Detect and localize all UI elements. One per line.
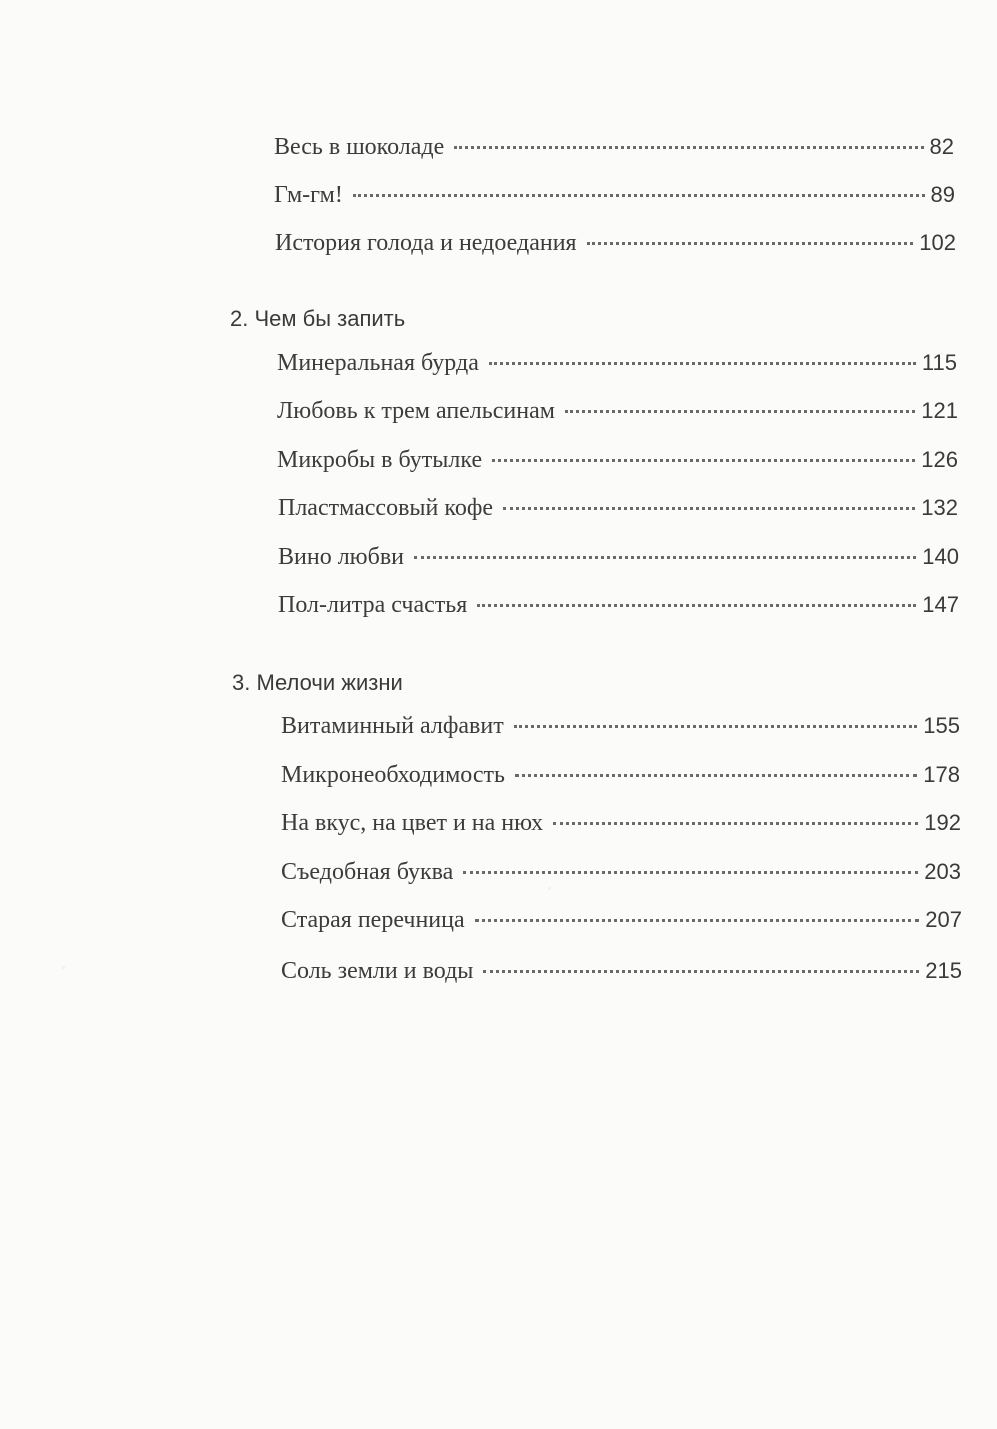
- toc-entry: [281, 958, 962, 988]
- toc-entry-page: 140: [922, 544, 959, 569]
- toc-entry-title: Вино любви: [278, 544, 404, 570]
- toc-entry-title: Соль земли и воды: [281, 958, 474, 984]
- toc-entry-title: Микробы в бутылке: [277, 447, 483, 473]
- dot-leader: [483, 970, 919, 973]
- toc-entry-page: 207: [925, 907, 962, 932]
- toc-entry: [281, 907, 962, 937]
- toc-entry-page: 126: [921, 447, 958, 472]
- paper-speck: [62, 966, 65, 969]
- toc-entry-title: На вкус, на цвет и на нюх: [281, 810, 544, 836]
- dot-leader: [587, 242, 914, 245]
- dot-leader: [454, 146, 923, 149]
- toc-entry: [278, 592, 959, 622]
- toc-entry-page: 102: [919, 230, 956, 255]
- toc-entry-page: 147: [922, 592, 959, 617]
- section-heading: 2. Чем бы запить: [230, 306, 406, 331]
- toc-entry: [281, 762, 960, 792]
- toc-entry-title: Гм-гм!: [274, 182, 343, 208]
- dot-leader: [565, 410, 915, 413]
- toc-entry-title: Витаминный алфавит: [281, 713, 504, 739]
- toc-entry-page: 89: [930, 182, 955, 207]
- toc-entry-title: Пластмассовый кофе: [278, 495, 494, 521]
- toc-entry: [281, 810, 961, 840]
- toc-entry: [274, 134, 954, 164]
- toc-entry: [281, 713, 960, 743]
- toc-entry: [274, 182, 955, 212]
- dot-leader: [475, 919, 920, 922]
- toc-entry-page: 178: [923, 762, 960, 787]
- section-heading: 3. Мелочи жизни: [232, 670, 403, 695]
- toc-entry-page: 155: [923, 713, 960, 738]
- toc-entry-title: Весь в шоколаде: [274, 134, 445, 160]
- toc-entry-title: Пол-литра счастья: [278, 592, 468, 618]
- dot-leader: [353, 194, 925, 197]
- paper-speck: [548, 887, 551, 890]
- dot-leader: [515, 774, 917, 777]
- toc-entry: [278, 495, 958, 525]
- dot-leader: [514, 725, 918, 728]
- toc-entry-page: 82: [929, 134, 954, 159]
- toc-entry: [277, 350, 957, 380]
- toc-entry: [281, 859, 961, 889]
- toc-entry-title: Микронеобходимость: [281, 762, 505, 788]
- dot-leader: [463, 871, 918, 874]
- toc-entry: [277, 447, 958, 477]
- toc-entry-page: 132: [921, 495, 958, 520]
- toc-entry-title: Любовь к трем апельсинам: [277, 398, 555, 424]
- toc-entry: [277, 398, 958, 428]
- toc-entry-page: 192: [924, 810, 961, 835]
- toc-entry-title: История голода и недоедания: [275, 230, 577, 256]
- dot-leader: [492, 459, 915, 462]
- toc-entry-page: 215: [925, 958, 962, 983]
- dot-leader: [503, 507, 915, 510]
- toc-entry-title: Минеральная бурда: [277, 350, 479, 376]
- toc-entry: [278, 544, 959, 574]
- toc-entry-title: Старая перечница: [281, 907, 465, 933]
- dot-leader: [553, 822, 918, 825]
- toc-entry-page: 203: [924, 859, 961, 884]
- dot-leader: [477, 604, 916, 607]
- toc-entry-title: Съедобная буква: [281, 859, 454, 885]
- toc-entry-page: 121: [921, 398, 958, 423]
- dot-leader: [489, 362, 916, 365]
- dot-leader: [414, 556, 916, 559]
- toc-entry-page: 115: [921, 350, 957, 375]
- toc-entry: [275, 230, 956, 260]
